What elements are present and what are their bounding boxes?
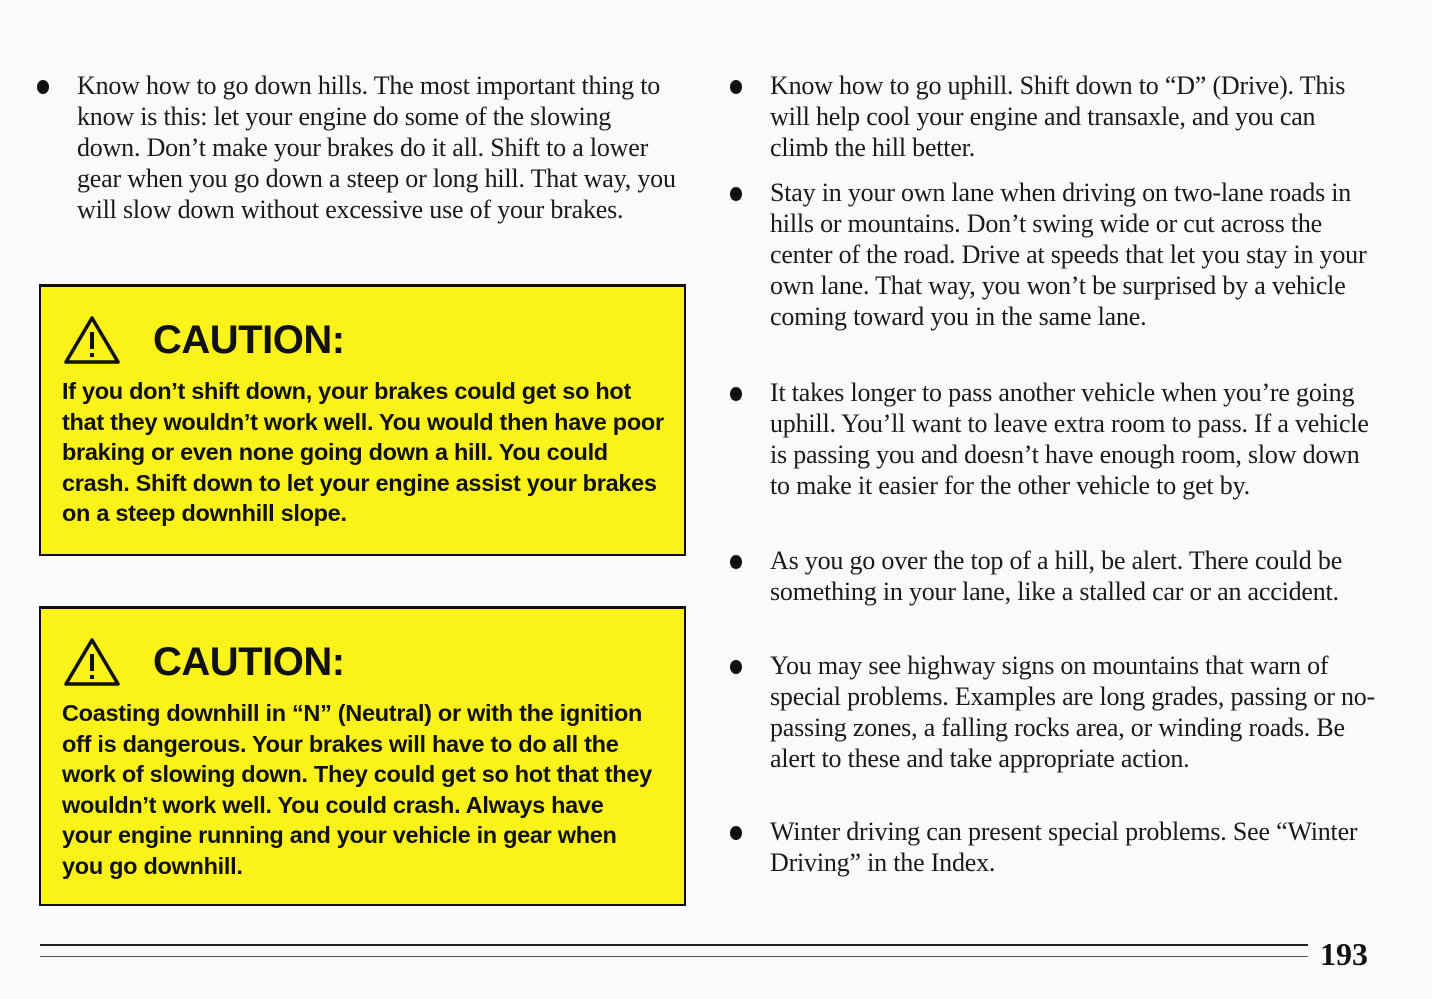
bullet-text: Winter driving can present special problems. See “Winter Driving” in the Index.: [770, 817, 1358, 877]
bullet-item: [770, 177, 1370, 332]
caution-text: Coasting downhill in “N” (Neutral) or with the ignition off is dangerous. Your brakes will have to do all the work of slowing down. They could get so hot that they wouldn’t work well. You could crash. Always have your engine running and your vehicle in gear when you go downhill.: [62, 700, 652, 879]
bullet-icon: [730, 660, 742, 674]
bullet-item: [77, 70, 677, 225]
bullet-icon: [730, 387, 742, 401]
caution-header: [63, 315, 345, 365]
caution-box: [39, 606, 686, 906]
caution-title: CAUTION:: [153, 317, 345, 362]
bullet-item: [770, 545, 1380, 607]
page-number: 193: [1320, 936, 1368, 972]
caution-title: CAUTION:: [153, 639, 345, 684]
bullet-item: [770, 70, 1370, 163]
caution-text: If you don’t shift down, your brakes could get so hot that they wouldn’t work well. You would then have poor braking or even none going down a hill. You could crash. Shift down to let your engine assist your brakes on a steep downhill slope.: [62, 378, 664, 527]
bullet-item: [770, 816, 1370, 878]
bullet-icon: [730, 80, 742, 94]
bullet-text: Stay in your own lane when driving on two-lane roads in hills or mountains. Don’t swing wide or cut across the center of the road. Drive at speeds that let you stay in your own lane. That way, you won’t be surprised by a vehicle coming toward you in the same lane.: [770, 178, 1367, 331]
bullet-item: [770, 650, 1380, 774]
bullet-text: It takes longer to pass another vehicle when you’re going uphill. You’ll want to leave extra room to pass. If a vehicle is passing you and doesn’t have enough room, slow down to make it easier for the other vehicle to get by.: [770, 378, 1369, 500]
warning-triangle-icon: [63, 315, 121, 365]
bullet-icon: [730, 826, 742, 840]
caution-header: [63, 637, 345, 687]
bullet-icon: [37, 80, 49, 94]
bullet-text: As you go over the top of a hill, be alert. There could be something in your lane, like a stalled car or an accident.: [770, 546, 1343, 606]
footer-rule: [40, 944, 1308, 946]
caution-box: [39, 284, 686, 556]
warning-triangle-icon: [63, 637, 121, 687]
bullet-item: [770, 377, 1380, 501]
bullet-text: Know how to go down hills. The most important thing to know is this: let your engine do some of the slowing down. Don’t make your brakes do it all. Shift to a lower gear when you go down a steep or long hill. That way, you will slow down without excessive use of your brakes.: [77, 71, 676, 224]
footer-rule: [40, 956, 1308, 957]
bullet-icon: [730, 555, 742, 569]
bullet-text: Know how to go uphill. Shift down to “D” (Drive). This will help cool your engine and transaxle, and you can climb the hill better.: [770, 71, 1346, 162]
bullet-text: You may see highway signs on mountains that warn of special problems. Examples are long grades, passing or no-passing zones, a falling rocks area, or winding roads. Be alert to these and take appropriate action.: [770, 651, 1376, 773]
bullet-icon: [730, 187, 742, 201]
